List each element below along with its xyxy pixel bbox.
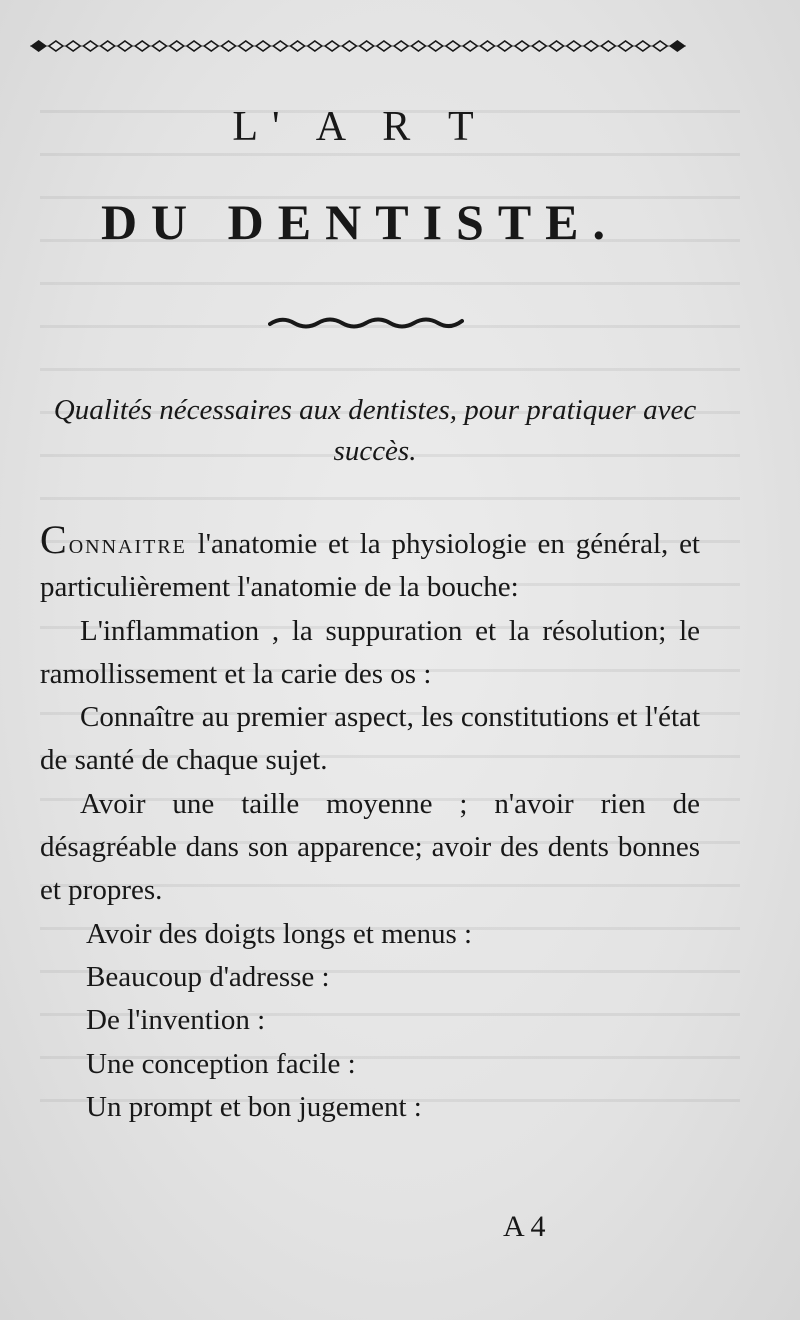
- ornament-diamond: [515, 41, 529, 51]
- ornament-diamond: [601, 41, 615, 51]
- list-item: De l'invention :: [86, 1004, 266, 1037]
- ornament-diamond: [135, 41, 149, 51]
- ornament-diamond: [653, 41, 667, 51]
- ornament-diamond: [636, 41, 650, 51]
- ornament-diamond: [498, 41, 512, 51]
- drop-cap: C: [40, 517, 69, 562]
- ornament-diamond: [567, 41, 581, 51]
- ornament-diamond: [66, 41, 80, 51]
- ornament-diamond: [446, 41, 460, 51]
- list-item: Une conception facile :: [86, 1047, 356, 1080]
- ornament-diamond: [429, 41, 443, 51]
- ornament-diamond: [463, 41, 477, 51]
- ornament-diamond: [152, 41, 166, 51]
- ornament-diamond: [584, 41, 598, 51]
- ornament-diamond: [256, 41, 270, 51]
- ornament-diamond: [619, 41, 633, 51]
- title-line-1: L' A R T: [232, 104, 488, 150]
- paragraph-1: [40, 518, 700, 610]
- decorative-swash: [268, 314, 464, 330]
- ornament-diamond: [187, 41, 201, 51]
- ornament-diamond: [342, 41, 356, 51]
- ornament-diamond: [670, 41, 684, 51]
- paragraph-2: L'inflammation , la suppuration et la résolution; le ramollissement et la carie des os :: [40, 614, 700, 690]
- ornament-diamond: [49, 41, 63, 51]
- ornament-diamond: [118, 41, 132, 51]
- ornament-diamond: [308, 41, 322, 51]
- ornament-diamond: [204, 41, 218, 51]
- body-text: [40, 518, 700, 1129]
- ornament-diamond: [291, 41, 305, 51]
- ornament-diamond: [411, 41, 425, 51]
- list-item: Avoir des doigts longs et menus :: [86, 917, 473, 950]
- ornament-diamond: [325, 41, 339, 51]
- ornament-diamond: [101, 41, 115, 51]
- ornament-diamond: [394, 41, 408, 51]
- ornament-diamond: [532, 41, 546, 51]
- ornament-diamond: [170, 41, 184, 51]
- paragraph-1-text: l'anatomie et la physiologie en général, et particulièrement l'anatomie de la bouche:: [40, 528, 700, 604]
- subtitle: Qualités nécessaires aux dentistes, pour pratiquer avec succès.: [53, 394, 697, 467]
- ornament-diamond: [550, 41, 564, 51]
- ornament-diamond: [480, 41, 494, 51]
- ornament-rule: [30, 36, 686, 56]
- ornament-diamond: [239, 41, 253, 51]
- ornament-diamond: [32, 41, 46, 51]
- list-item: Beaucoup d'adresse :: [86, 960, 330, 993]
- ornament-diamond: [273, 41, 287, 51]
- ornament-diamond: [360, 41, 374, 51]
- list-item: Un prompt et bon jugement :: [86, 1090, 422, 1123]
- paragraph-4: Avoir une taille moyenne ; n'avoir rien de désagréable dans son apparence; avoir des dents bonnes et propres.: [40, 787, 700, 907]
- paragraph-3: Connaître au premier aspect, les constitutions et l'état de santé de chaque sujet.: [40, 701, 700, 777]
- paragraph-1-smallcaps: onnaitre: [68, 528, 187, 560]
- ornament-diamond: [83, 41, 97, 51]
- ornament-diamond: [222, 41, 236, 51]
- title-line-2: DU DENTISTE.: [100, 194, 620, 250]
- ornament-diamond: [377, 41, 391, 51]
- signature-mark: A 4: [503, 1210, 546, 1243]
